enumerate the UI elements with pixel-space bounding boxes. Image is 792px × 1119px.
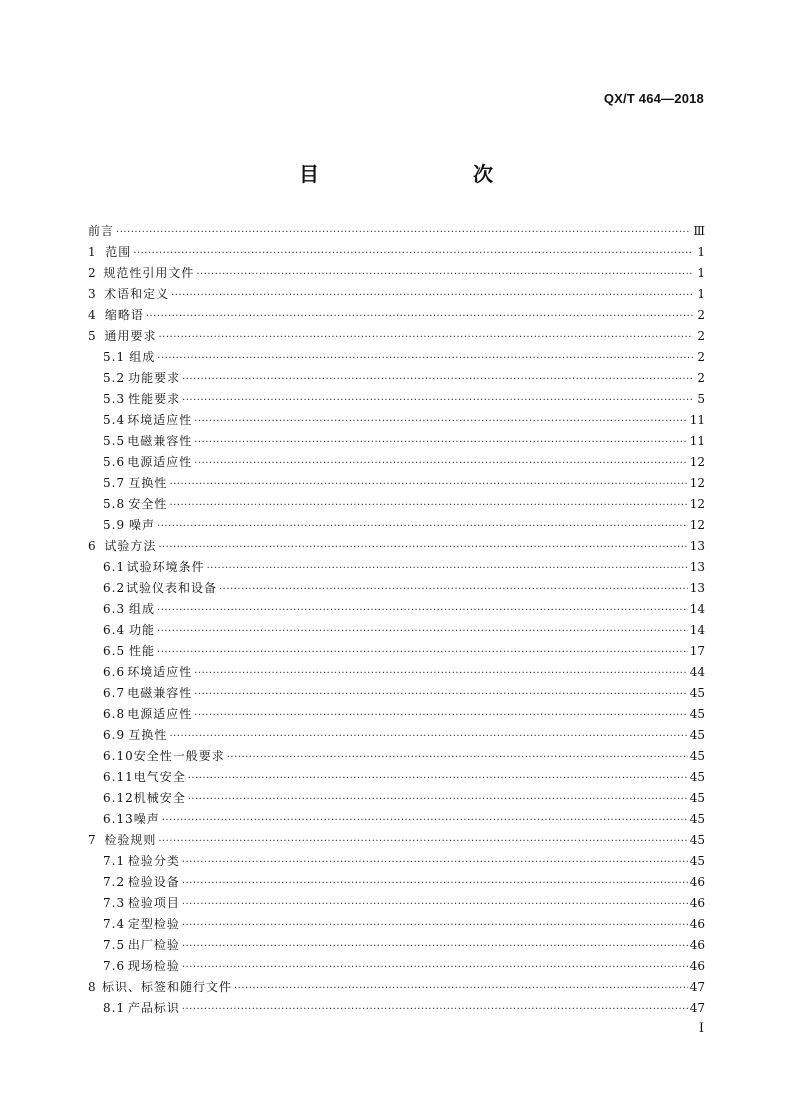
toc-entry-number: 2 [88, 266, 97, 280]
toc-entry-title: 噪声 [129, 518, 156, 532]
toc-entry-page: 45 [689, 812, 705, 826]
toc-entry-title: 互换性 [128, 728, 168, 742]
toc-entry-page: 46 [689, 896, 705, 910]
toc-entry-page: 2 [697, 308, 705, 322]
toc-leader-dots [227, 747, 688, 768]
toc-entry-title: 规范性引用文件 [103, 266, 195, 280]
toc-entry-page: 46 [689, 938, 705, 952]
toc-entry-number: 5 [88, 329, 97, 343]
toc-entry[interactable] [88, 536, 705, 557]
toc-entry-number: 7.4 [103, 917, 126, 931]
toc-leader-dots [182, 852, 688, 873]
toc-entry[interactable] [88, 641, 705, 662]
toc-entry-number: 6 [88, 539, 97, 553]
toc-entry-title: 试验环境条件 [126, 560, 205, 574]
toc-entry[interactable] [88, 452, 705, 473]
toc-entry[interactable] [88, 515, 705, 536]
toc-entry-number: 7.2 [103, 875, 126, 889]
toc-leader-dots [182, 390, 693, 411]
toc-entry-page: 45 [689, 749, 705, 763]
page-title: 目 次 [299, 162, 531, 186]
toc-entry-title: 检验项目 [127, 896, 180, 910]
toc-entry-title: 环境适应性 [127, 665, 193, 679]
toc-entry-page: 45 [689, 686, 705, 700]
toc-entry[interactable] [88, 914, 705, 935]
toc-entry-title: 电气安全 [133, 770, 186, 784]
toc-entry[interactable] [88, 767, 705, 788]
toc-entry-number: 6.7 [103, 686, 126, 700]
toc-entry-number: 4 [88, 308, 97, 322]
toc-entry-title: 性能 [129, 644, 156, 658]
toc-leader-dots [182, 936, 688, 957]
toc-entry[interactable] [88, 326, 705, 347]
toc-entry-title: 标识、标签和随行文件 [101, 980, 232, 994]
toc-entry[interactable] [88, 872, 705, 893]
toc-entry-title: 组成 [129, 350, 156, 364]
toc-entry-page: 47 [689, 980, 705, 994]
toc-entry-number: 7.6 [103, 959, 126, 973]
toc-entry[interactable] [88, 284, 705, 305]
toc-entry-title: 术语和定义 [104, 287, 170, 301]
toc-entry-title: 互换性 [128, 476, 168, 490]
toc-entry[interactable] [88, 683, 705, 704]
toc-leader-dots [219, 579, 688, 600]
toc-entry-number: 5.9 [103, 518, 126, 532]
toc-leader-dots [207, 558, 688, 579]
toc-entry[interactable] [88, 956, 705, 977]
toc-entry-page: 12 [689, 476, 705, 490]
toc-entry[interactable] [88, 746, 705, 767]
toc-entry-page: 17 [689, 644, 705, 658]
toc-entry-number: 5.1 [103, 350, 126, 364]
toc-leader-dots [182, 999, 688, 1020]
toc-entry-title: 试验仪表和设备 [125, 581, 217, 595]
toc-entry[interactable] [88, 368, 705, 389]
toc-entry-page: 45 [689, 707, 705, 721]
toc-entry-page: 2 [697, 371, 705, 385]
toc-entry-page: 46 [689, 917, 705, 931]
toc-entry-number: 6.6 [103, 665, 126, 679]
toc-leader-dots [171, 285, 693, 306]
toc-entry-number: 6.10 [103, 749, 134, 763]
toc-leader-dots [157, 642, 688, 663]
toc-entry-title: 机械安全 [133, 791, 186, 805]
toc-entry-title: 安全性一般要求 [133, 749, 225, 763]
toc-entry-page: 46 [689, 875, 705, 889]
toc-entry-title: 检验分类 [127, 854, 180, 868]
toc-entry-page: Ⅲ [693, 224, 705, 238]
toc-entry[interactable] [88, 221, 705, 242]
toc-leader-dots [158, 831, 687, 852]
toc-entry-number: 6.1 [103, 560, 126, 574]
toc-entry[interactable] [88, 410, 705, 431]
toc-entry-number: 6.5 [103, 644, 126, 658]
toc-entry-number: 3 [88, 287, 97, 301]
toc-entry-page: 13 [689, 560, 705, 574]
toc-entry-page: 12 [689, 497, 705, 511]
toc-entry-number: 6.12 [103, 791, 134, 805]
toc-leader-dots [182, 894, 688, 915]
toc-entry-title: 噪声 [133, 812, 160, 826]
toc-entry-page: 45 [689, 728, 705, 742]
toc-entry-number: 7.3 [103, 896, 126, 910]
toc-entry-number: 7 [88, 833, 97, 847]
toc-entry-page: 45 [689, 833, 705, 847]
toc-entry-page: 5 [697, 392, 705, 406]
toc-entry-title: 电磁兼容性 [127, 434, 193, 448]
toc-entry-page: 2 [697, 329, 705, 343]
toc-entry-title: 前言 [88, 224, 115, 238]
toc-entry-page: 14 [689, 623, 705, 637]
toc-leader-dots [182, 873, 688, 894]
toc-entry-number: 5.6 [103, 455, 126, 469]
toc-entry-title: 出厂检验 [127, 938, 180, 952]
toc-entry-page: 46 [689, 959, 705, 973]
toc-leader-dots [234, 978, 688, 999]
toc-entry-number: 7.5 [103, 938, 126, 952]
toc-entry[interactable] [88, 704, 705, 725]
toc-leader-dots [194, 705, 688, 726]
toc-entry-page: 11 [689, 413, 705, 427]
toc-entry[interactable] [88, 473, 705, 494]
toc-leader-dots [182, 369, 693, 390]
toc-leader-dots [194, 684, 688, 705]
toc-entry-page: 12 [689, 455, 705, 469]
toc-entry-title: 通用要求 [104, 329, 157, 343]
toc-entry-number: 6.11 [103, 770, 134, 784]
toc-entry-number: 5.2 [103, 371, 126, 385]
toc-leader-dots [169, 474, 687, 495]
toc-entry-number: 6.9 [103, 728, 126, 742]
toc-entry-page: 1 [697, 266, 705, 280]
toc-entry[interactable] [88, 977, 705, 998]
toc-entry[interactable] [88, 725, 705, 746]
toc-leader-dots [116, 222, 691, 243]
toc-entry[interactable] [88, 494, 705, 515]
toc-entry-page: 11 [689, 434, 705, 448]
toc-entry-page: 1 [697, 287, 705, 301]
toc-leader-dots [162, 810, 688, 831]
toc-entry-title: 安全性 [128, 497, 168, 511]
toc-entry[interactable] [88, 935, 705, 956]
toc-entry[interactable] [88, 830, 705, 851]
toc-entry[interactable] [88, 305, 705, 326]
toc-entry[interactable] [88, 431, 705, 452]
toc-entry[interactable] [88, 263, 705, 284]
toc-leader-dots [158, 537, 687, 558]
toc-entry-title: 环境适应性 [127, 413, 193, 427]
toc-entry[interactable] [88, 578, 705, 599]
toc-leader-dots [194, 432, 688, 453]
toc-leader-dots [159, 327, 694, 348]
toc-leader-dots [169, 495, 687, 516]
toc-entry-page: 13 [689, 539, 705, 553]
toc-entry-number: 7.1 [103, 854, 126, 868]
toc-entry[interactable] [88, 620, 705, 641]
toc-entry-title: 检验规则 [104, 833, 157, 847]
toc-leader-dots [157, 600, 688, 621]
toc-leader-dots [157, 516, 688, 537]
toc-entry-page: 1 [697, 245, 705, 259]
toc-entry-number: 1 [88, 245, 97, 259]
table-of-contents [88, 221, 705, 1019]
toc-entry-title: 检验设备 [127, 875, 180, 889]
toc-leader-dots [182, 957, 688, 978]
toc-entry-number: 8.1 [103, 1001, 126, 1015]
standard-code: QX/T 464—2018 [603, 91, 704, 106]
toc-entry-title: 范围 [105, 245, 132, 259]
toc-leader-dots [182, 915, 688, 936]
toc-entry-title: 产品标识 [127, 1001, 180, 1015]
toc-entry[interactable] [88, 893, 705, 914]
toc-leader-dots [133, 243, 693, 264]
toc-entry-title: 电源适应性 [127, 707, 193, 721]
toc-leader-dots [188, 789, 688, 810]
toc-entry-page: 45 [689, 854, 705, 868]
toc-entry-title: 电源适应性 [127, 455, 193, 469]
toc-entry-number: 5.5 [103, 434, 126, 448]
toc-entry-page: 13 [689, 581, 705, 595]
toc-entry-number: 6.4 [103, 623, 126, 637]
toc-entry-title: 电磁兼容性 [127, 686, 193, 700]
toc-entry-title: 现场检验 [127, 959, 180, 973]
toc-entry-number: 8 [88, 980, 97, 994]
toc-leader-dots [196, 264, 693, 285]
toc-entry-page: 47 [689, 1001, 705, 1015]
toc-entry-number: 5.3 [103, 392, 126, 406]
toc-entry[interactable] [88, 347, 705, 368]
toc-entry[interactable] [88, 809, 705, 830]
toc-leader-dots [157, 348, 693, 369]
toc-entry[interactable] [88, 662, 705, 683]
toc-entry-number: 6.2 [103, 581, 126, 595]
toc-entry-title: 定型检验 [127, 917, 180, 931]
toc-leader-dots [194, 663, 688, 684]
toc-entry-page: 45 [689, 770, 705, 784]
toc-entry-title: 试验方法 [104, 539, 157, 553]
toc-entry[interactable] [88, 389, 705, 410]
toc-entry-number: 5.4 [103, 413, 126, 427]
toc-leader-dots [194, 453, 688, 474]
toc-entry[interactable] [88, 788, 705, 809]
toc-entry-number: 5.7 [103, 476, 126, 490]
toc-entry-title: 性能要求 [128, 392, 181, 406]
toc-entry[interactable] [88, 599, 705, 620]
toc-entry-number: 6.8 [103, 707, 126, 721]
toc-entry-page: 14 [689, 602, 705, 616]
toc-entry[interactable] [88, 242, 705, 263]
toc-entry-number: 5.8 [103, 497, 126, 511]
toc-leader-dots [169, 726, 687, 747]
toc-entry-page: 2 [697, 350, 705, 364]
page-number: I [698, 1021, 704, 1036]
toc-entry[interactable] [88, 998, 705, 1019]
toc-entry-page: 12 [689, 518, 705, 532]
toc-entry-title: 缩略语 [104, 308, 144, 322]
toc-entry-page: 45 [689, 791, 705, 805]
toc-entry-title: 功能要求 [128, 371, 181, 385]
toc-entry-number: 6.13 [103, 812, 134, 826]
toc-leader-dots [146, 306, 693, 327]
toc-entry-number: 6.3 [103, 602, 126, 616]
toc-entry-title: 功能 [129, 623, 156, 637]
toc-entry[interactable] [88, 557, 705, 578]
toc-entry[interactable] [88, 851, 705, 872]
toc-leader-dots [188, 768, 688, 789]
toc-leader-dots [194, 411, 688, 432]
toc-entry-page: 44 [689, 665, 705, 679]
toc-entry-title: 组成 [129, 602, 156, 616]
toc-leader-dots [157, 621, 688, 642]
